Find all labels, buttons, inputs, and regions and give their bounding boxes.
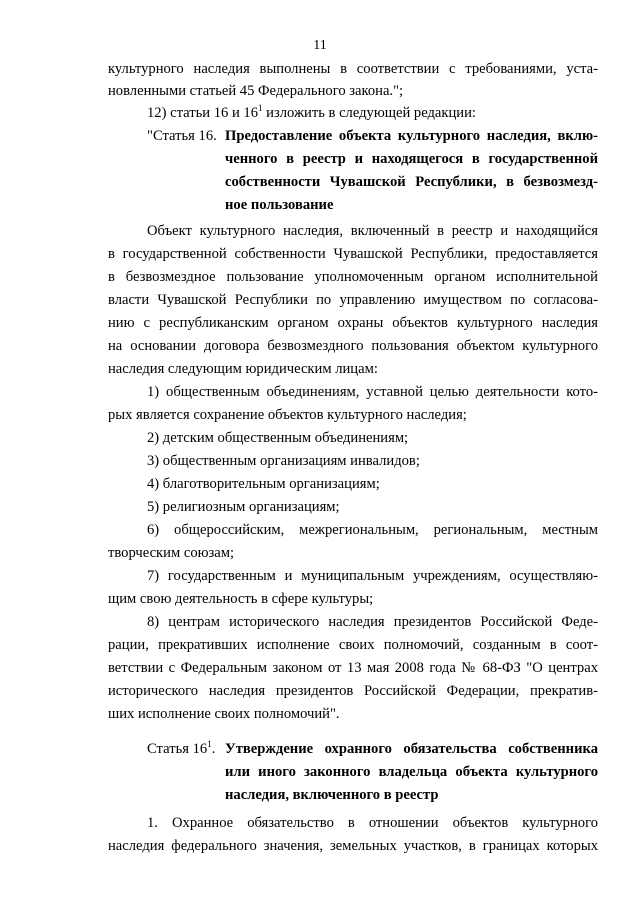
article-16-title-line: ченного в реестр и находящегося в государственной [225, 151, 598, 167]
article-16-title-line: собственности Чувашской Республики, в безвозмезд- [225, 174, 598, 190]
page-number: 11 [313, 38, 327, 53]
body-line: наследия следующим юридическим лицам: [108, 361, 378, 377]
body-line: в государственной собственности Чувашской Республики, предоставляется [108, 246, 598, 262]
list-item: творческим союзам; [108, 545, 235, 561]
list-item: рых является сохранение объектов культурного наследия; [108, 407, 467, 423]
list-item: исторического наследия президентов Российской Федерации, прекратив- [108, 683, 598, 699]
article-16-1-title-line: или иного законного владельца объекта культурного [225, 764, 598, 780]
article-16-1-title-line: наследия, включенного в реестр [225, 787, 439, 803]
list-item: 4) благотворительным организациям; [147, 476, 380, 492]
intro-line: новленными статьей 45 Федерального закона."; [108, 83, 404, 99]
list-item: 3) общественным организациям инвалидов; [147, 453, 420, 469]
list-item: рации, прекративших исполнение своих полномочий, созданным в соот- [108, 637, 598, 653]
body-line: власти Чувашской Республики по управлению имуществом по согласова- [108, 292, 598, 308]
list-item: щим свою деятельность в сфере культуры; [108, 591, 374, 607]
article-16-1-label: Статья $16^1$. [147, 739, 216, 757]
list-item: 2) детским общественным объединениям; [147, 430, 409, 446]
intro-line: культурного наследия выполнены в соответствии с требованиями, уста- [108, 61, 598, 77]
list-item: 8) центрам исторического наследия президентов Российской Феде- [147, 614, 598, 630]
article-16-title-line: ное пользование [225, 197, 334, 213]
list-item: 7) государственным и муниципальным учреждениям, осуществляю- [147, 568, 598, 584]
item-12: 12) статьи 16 и $16^1$ изложить в следующей редакции: [147, 103, 476, 121]
body-line: 1. Охранное обязательство в отношении объектов культурного [147, 815, 598, 831]
body-line: в безвозмездное пользование уполномоченным органом исполнительной [108, 269, 598, 285]
list-item: 1) общественным объединениям, уставной целью деятельности кото- [147, 384, 598, 400]
article-16-title-line: Предоставление объекта культурного наследия, вклю- [225, 128, 598, 144]
article-16-1-title-line: Утверждение охранного обязательства собственника [225, 741, 598, 757]
list-item: ших исполнение своих полномочий". [108, 706, 340, 722]
body-line: наследия федерального значения, земельных участков, в границах которых [108, 838, 598, 854]
list-item: ветствии с Федеральным законом от 13 мая 2008 года № 68-ФЗ "О центрах [108, 660, 598, 676]
body-line: Объект культурного наследия, включенный в реестр и находящийся [147, 223, 598, 239]
list-item: 5) религиозным организациям; [147, 499, 340, 515]
body-line: на основании договора безвозмездного пользования объектом культурного [108, 338, 598, 354]
list-item: 6) общероссийским, межрегиональным, региональным, местным [147, 522, 598, 538]
body-line: нию с республиканским органом охраны объектов культурного наследия [108, 315, 598, 331]
article-16-label: "Статья 16. [147, 128, 217, 144]
